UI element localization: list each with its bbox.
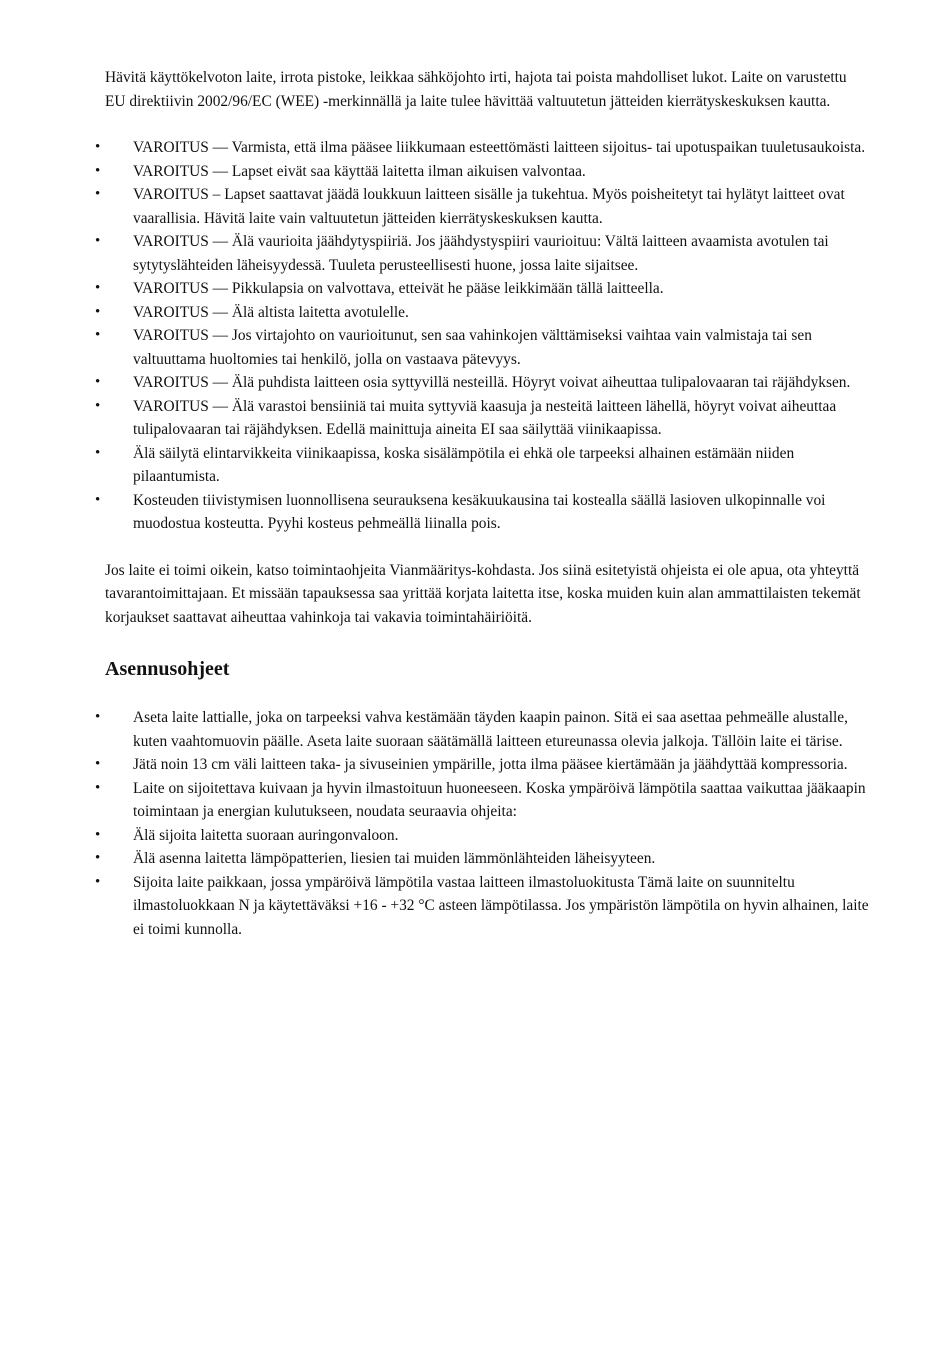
bullet-icon: • (95, 327, 101, 343)
bullet-icon: • (95, 850, 101, 866)
list-item (95, 753, 870, 777)
list-item-text: Älä säilytä elintarvikkeita viinikaapissa, koska sisälämpötila ei ehkä ole tarpeeksi alhainen estämään niiden pilaantumista. (133, 444, 795, 485)
disposal-paragraph: Hävitä käyttökelvoton laite, irrota pistoke, leikkaa sähköjohto irti, hajota tai poista mahdolliset lukot. Laite on varustettu EU direktiivin 2002/96/EC (WEE) -merkinnällä ja laite tulee hävittää valtuutetun jätteiden kierrätyskeskuksen kautta. (105, 69, 847, 110)
list-item-text: VAROITUS — Varmista, että ilma pääsee liikkumaan esteettömästi laitteen sijoitus- tai upotuspaikan tuuletusaukoista. (133, 139, 866, 156)
list-item-text: VAROITUS — Lapset eivät saa käyttää laitetta ilman aikuisen valvontaa. (133, 162, 586, 180)
list-item (95, 230, 870, 277)
bullet-icon: • (95, 779, 101, 796)
list-item-text: Älä asenna laitetta lämpöpatterien, liesien tai muiden lämmönlähteiden läheisyyteen. (133, 850, 656, 867)
bullet-icon: • (95, 444, 101, 461)
list-item (95, 136, 870, 160)
bullet-icon: • (95, 139, 101, 155)
list-item (95, 489, 870, 536)
bullet-icon: • (95, 374, 101, 390)
list-item-text: Jätä noin 13 cm väli laitteen taka- ja sivuseinien ympärille, jotta ilma pääsee kiertämään ja jäähdyttää kompressoria. (133, 756, 848, 773)
list-item-text: Aseta laite lattialle, joka on tarpeeksi vahva kestämään täyden kaapin painon. Sitä ei saa asettaa pehmeälle alustalle, kuten vaahtomuovin päälle. Aseta laite suoraan säätämällä laitteen etureunassa olevia jalkoja. Tällöin laite ei tärise. (133, 709, 848, 750)
list-item-text: Sijoita laite paikkaan, jossa ympäröivä lämpötila vastaa laitteen ilmastoluokitusta Tämä laite on suunniteltu ilmastoluokkaan N ja käytettäväksi +16 - +32 °C asteen lämpötilassa. Jos ympäristön lämpötila on hyvin alhainen, laite ei toimi kunnolla. (133, 873, 869, 938)
list-item (95, 324, 870, 371)
list-item-text: VAROITUS — Pikkulapsia on valvottava, etteivät he pääse leikkimään tällä laitteella. (133, 280, 664, 297)
list-item (95, 301, 870, 325)
warnings-list (95, 136, 870, 536)
list-item (95, 160, 870, 184)
list-item-text: VAROITUS — Älä varastoi bensiiniä tai muita syttyviä kaasuja ja nesteitä laitteen lähellä, höyryt voivat aiheuttaa tulipalovaaran tai räjähdyksen. Edellä mainittuja aineita EI saa säilyttää viinikaapissa. (133, 397, 837, 438)
list-item (95, 442, 870, 489)
list-item-text: VAROITUS — Jos virtajohto on vaurioitunut, sen saa vahinkojen välttämiseksi vaihtaa vain valmistaja tai sen valtuuttama huoltomies tai henkilö, jolla on vastaava pätevyys. (133, 327, 812, 368)
list-item (95, 871, 870, 942)
bullet-icon: • (95, 186, 101, 202)
list-item (95, 847, 870, 871)
bullet-icon: • (95, 491, 101, 508)
list-item-text: Älä sijoita laitetta suoraan auringonvaloon. (133, 826, 399, 844)
document-page (95, 66, 870, 941)
bullet-icon: • (95, 397, 101, 414)
list-item-text: VAROITUS — Älä vaurioita jäähdytyspiiriä. Jos jäähdystyspiiri vaurioituu: Vältä laitteen avaamista avotulen tai sytytyslähteiden läheisyydessä. Tuuleta perusteellisesti huone, jossa laite sijaitsee. (133, 233, 829, 274)
list-item (95, 824, 870, 848)
list-item (95, 777, 870, 824)
list-item (95, 371, 870, 395)
bullet-icon: • (95, 826, 101, 843)
bullet-icon: • (95, 756, 101, 772)
troubleshooting-paragraph: Jos laite ei toimi oikein, katso toimintaohjeita Vianmääritys-kohdasta. Jos siinä esitetyistä ohjeista ei ole apua, ota yhteyttä tavarantoimittajaan. Et missään tapauksessa saa yrittää korjata laitetta itse, koska muiden kuin alan ammattilaisten tekemät korjaukset saattavat aiheuttaa vahinkoja tai vakavia toimintahäiriöitä. (105, 561, 861, 626)
list-item (95, 183, 870, 230)
list-item-text: Laite on sijoitettava kuivaan ja hyvin ilmastoituun huoneeseen. Koska ympäröivä lämpötila saattaa vaikuttaa jääkaapin toimintaan ja energian kulutukseen, noudata seuraavia ohjeita: (133, 779, 866, 820)
list-item-text: VAROITUS — Älä altista laitetta avotulelle. (133, 303, 409, 321)
bullet-icon: • (95, 233, 101, 249)
bullet-icon: • (95, 280, 101, 296)
bullet-icon: • (95, 303, 101, 320)
bullet-icon: • (95, 162, 101, 179)
section-heading: Asennusohjeet (105, 658, 230, 680)
bullet-icon: • (95, 873, 101, 890)
list-item-text: VAROITUS — Älä puhdista laitteen osia syttyvillä nesteillä. Höyryt voivat aiheuttaa tulipalovaaran tai räjähdyksen. (133, 374, 851, 391)
list-item (95, 706, 870, 753)
installation-list (95, 706, 870, 941)
list-item (95, 395, 870, 442)
list-item-text: Kosteuden tiivistymisen luonnollisena seurauksena kesäkuukausina tai kostealla säällä lasioven ulkopinnalle voi muodostua kosteutta. Pyyhi kosteus pehmeällä liinalla pois. (133, 491, 826, 532)
bullet-icon: • (95, 709, 101, 725)
list-item (95, 277, 870, 301)
list-item-text: VAROITUS – Lapset saattavat jäädä loukkuun laitteen sisälle ja tukehtua. Myös poisheitetyt tai hylätyt laitteet ovat vaarallisia. Hävitä laite vain valtuutetun jätteiden kierrätyskeskuksen kautta. (133, 186, 845, 227)
